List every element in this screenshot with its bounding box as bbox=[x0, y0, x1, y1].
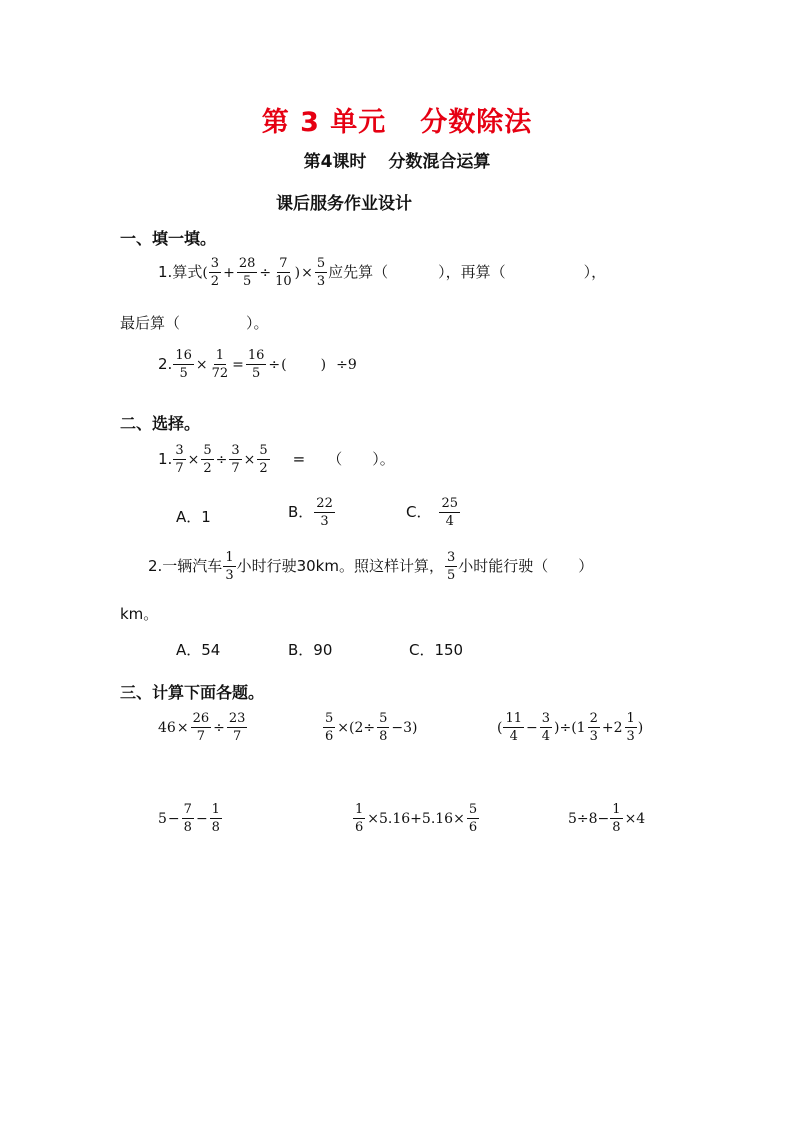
s1-q1-last: 最后算（ bbox=[120, 314, 181, 332]
operator: ×4 bbox=[624, 810, 646, 827]
s2-q2-line2: km。 bbox=[120, 605, 159, 623]
option-label: C． bbox=[406, 503, 432, 521]
unit-label: 第 3 单元 bbox=[261, 107, 387, 138]
fraction: $\frac{5}{2}$ bbox=[259, 443, 268, 476]
operator: ÷ bbox=[213, 719, 225, 736]
fraction: $\frac{16}{5}$ bbox=[175, 348, 192, 381]
operator: × bbox=[187, 451, 200, 468]
fraction: $\frac{3}{2}$ bbox=[210, 256, 220, 289]
fraction: $\frac{3}{7}$ bbox=[231, 443, 240, 476]
s2-q2-text3: 小时能行驶（ ） bbox=[458, 557, 594, 575]
s1-q1-close-paren: ) bbox=[294, 264, 301, 281]
s2-q2-line1 bbox=[148, 551, 593, 582]
lesson-title bbox=[0, 147, 794, 172]
number: 5÷8− bbox=[568, 810, 610, 827]
s2-q1-option-c[interactable] bbox=[406, 497, 461, 528]
fraction: $\frac{1}{8}$ bbox=[211, 802, 220, 835]
fraction: $\frac{26}{7}$ bbox=[192, 711, 210, 744]
fraction: $\frac{1}{6}$ bbox=[355, 802, 364, 835]
s2-q1 bbox=[158, 444, 395, 475]
operator: × bbox=[176, 719, 189, 736]
operator: × bbox=[195, 356, 208, 373]
fraction: $\frac{7}{8}$ bbox=[183, 802, 192, 835]
calc-expression-5 bbox=[352, 803, 480, 834]
fraction: $\frac{2}{3}$ bbox=[589, 711, 598, 744]
calc-expression-1 bbox=[158, 712, 248, 743]
s1-q1-line1 bbox=[158, 257, 606, 288]
fraction: $\frac{7}{10}$ bbox=[275, 256, 292, 289]
fraction: $\frac{28}{5}$ bbox=[238, 256, 256, 289]
section1-title: 一、填一填。 bbox=[120, 229, 217, 248]
fraction: $\frac{3}{7}$ bbox=[175, 443, 184, 476]
fraction: $\frac{3}{4}$ bbox=[541, 711, 551, 744]
s2-q1-option-b[interactable] bbox=[288, 497, 336, 528]
operator: + bbox=[223, 264, 235, 281]
operator: −3) bbox=[391, 719, 418, 736]
paren: ) bbox=[637, 719, 644, 736]
s1-q2 bbox=[158, 349, 357, 380]
blank-open: ( bbox=[281, 356, 287, 373]
operator: ÷ bbox=[268, 356, 281, 373]
s1-q1-line2 bbox=[120, 316, 269, 331]
operator: − bbox=[195, 810, 208, 827]
s1-q1-last-close: ）。 bbox=[246, 314, 269, 332]
fraction: $\frac{3}{5}$ bbox=[446, 550, 456, 583]
number: 46 bbox=[158, 719, 176, 736]
operator: = bbox=[232, 356, 244, 373]
lesson-label: 第4课时 bbox=[303, 152, 367, 172]
fraction: $\frac{5}{3}$ bbox=[316, 256, 326, 289]
fraction: $\frac{5}{6}$ bbox=[325, 711, 334, 744]
s2-q2-option-a[interactable]: A．54 bbox=[176, 641, 221, 659]
page-subtitle: 课后服务作业设计 bbox=[276, 194, 412, 214]
answer-blank[interactable]: （ ）。 bbox=[327, 450, 395, 468]
s1-q2-num: 2. bbox=[158, 355, 173, 373]
s1-q1-first: 应先算（ bbox=[328, 263, 389, 281]
fraction: $\frac{5}{6}$ bbox=[468, 802, 478, 835]
operator: )÷(1 bbox=[554, 719, 586, 736]
operator: +2 bbox=[601, 719, 623, 736]
fraction: $\frac{23}{7}$ bbox=[228, 711, 246, 744]
operator: − bbox=[167, 810, 180, 827]
fraction: $\frac{1}{3}$ bbox=[225, 550, 234, 583]
lesson-topic: 分数混合运算 bbox=[388, 152, 491, 172]
s1-q2-tail: ÷9 bbox=[336, 356, 357, 373]
fraction: $\frac{25}{4}$ bbox=[441, 496, 459, 529]
s2-q2-text1: 2.一辆汽车 bbox=[148, 557, 223, 575]
s2-q1-num: 1. bbox=[158, 450, 173, 468]
fraction: $\frac{1}{8}$ bbox=[612, 802, 621, 835]
fraction: $\frac{1}{3}$ bbox=[626, 711, 635, 744]
fraction: $\frac{1}{72}$ bbox=[211, 348, 229, 381]
s2-q2-option-c[interactable]: C．150 bbox=[409, 641, 464, 659]
section2-title: 二、选择。 bbox=[120, 414, 201, 433]
number: 5 bbox=[158, 810, 167, 827]
s1-q1-then-close: ）， bbox=[583, 263, 607, 281]
s2-q2-text2: 小时行驶30km。照这样计算， bbox=[236, 557, 444, 575]
calc-expression-2 bbox=[322, 712, 419, 743]
operator: ÷ bbox=[259, 264, 272, 281]
section3-title: 三、计算下面各题。 bbox=[120, 683, 265, 702]
option-label: B． bbox=[288, 503, 314, 521]
calc-expression-4 bbox=[158, 803, 223, 834]
equals-sign: = bbox=[292, 450, 306, 468]
unit-topic: 分数除法 bbox=[420, 107, 533, 138]
s1-q1-num: 1. bbox=[158, 263, 173, 281]
s1-q1-prefix: 算式 bbox=[172, 263, 203, 281]
unit-title bbox=[0, 100, 794, 139]
s1-q1-first-close: ），再算（ bbox=[438, 263, 506, 281]
operator: ×(2÷ bbox=[337, 719, 376, 736]
operator: ×5.16+5.16× bbox=[367, 810, 465, 827]
calc-expression-3 bbox=[497, 712, 643, 743]
fraction: $\frac{5}{2}$ bbox=[203, 443, 212, 476]
calc-expression-6 bbox=[568, 803, 646, 834]
fraction: $\frac{22}{3}$ bbox=[316, 496, 333, 529]
fraction: $\frac{5}{8}$ bbox=[379, 711, 388, 744]
paren: ( bbox=[497, 719, 503, 736]
operator: × bbox=[301, 264, 313, 281]
fraction: $\frac{16}{5}$ bbox=[247, 348, 265, 381]
s2-q1-option-a[interactable]: A．1 bbox=[176, 508, 211, 526]
blank-close: ) bbox=[320, 356, 327, 373]
operator: − bbox=[526, 719, 538, 736]
operator: ÷ bbox=[215, 451, 228, 468]
s1-q1-open-paren: ( bbox=[202, 264, 208, 281]
fraction: $\frac{11}{4}$ bbox=[505, 711, 523, 744]
s2-q2-option-b[interactable]: B．90 bbox=[288, 641, 333, 659]
operator: × bbox=[243, 451, 256, 468]
